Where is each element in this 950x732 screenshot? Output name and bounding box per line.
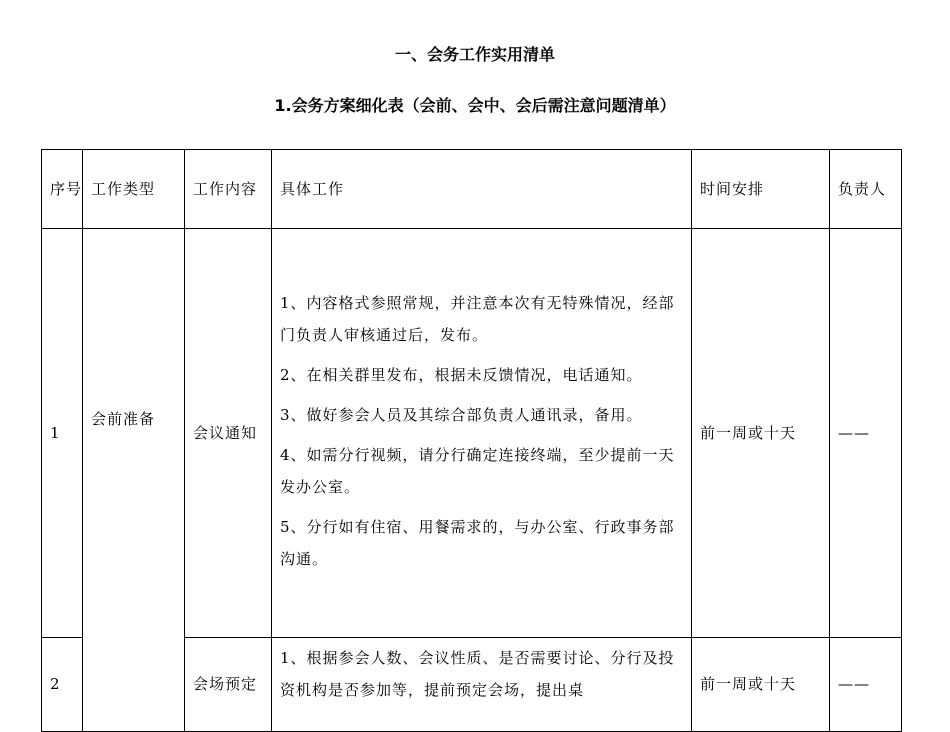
header-owner: 负责人	[830, 150, 902, 229]
document-title: 一、会务工作实用清单	[394, 45, 555, 64]
row-type: 会前准备	[83, 229, 185, 732]
table-header-row	[42, 150, 902, 229]
header-no: 序号	[42, 150, 83, 229]
row-detail	[272, 229, 692, 638]
detail-item: 4、如需分行视频，请分行确定连接终端，至少提前一天发办公室。	[280, 445, 675, 496]
row-owner: ——	[830, 229, 902, 638]
row-content: 会议通知	[185, 229, 272, 638]
detail-item: 2、在相关群里发布，根据未反馈情况，电话通知。	[280, 365, 643, 384]
meeting-checklist-table	[41, 149, 902, 732]
row-time: 前一周或十天	[692, 229, 830, 638]
row-number: 1	[42, 229, 83, 638]
detail-item: 5、分行如有住宿、用餐需求的，与办公室、行政事务部沟通。	[280, 517, 675, 568]
header-content: 工作内容	[185, 150, 272, 229]
row-detail	[272, 637, 692, 731]
header-type: 工作类型	[83, 150, 185, 229]
table-caption: 1.会务方案细化表（会前、会中、会后需注意问题清单）	[274, 96, 676, 115]
table-row	[42, 229, 902, 638]
row-time: 前一周或十天	[692, 637, 830, 731]
header-detail: 具体工作	[272, 150, 692, 229]
row-number: 2	[42, 637, 83, 731]
row-owner: ——	[830, 637, 902, 731]
row-content: 会场预定	[185, 637, 272, 731]
detail-item: 3、做好参会人员及其综合部负责人通讯录，备用。	[280, 405, 643, 424]
detail-item: 1、根据参会人数、会议性质、是否需要讨论、分行及投资机构是否参加等，提前预定会场，提出桌	[280, 648, 675, 699]
header-time: 时间安排	[692, 150, 830, 229]
detail-item: 1、内容格式参照常规，并注意本次有无特殊情况，经部门负责人审核通过后，发布。	[280, 293, 675, 344]
